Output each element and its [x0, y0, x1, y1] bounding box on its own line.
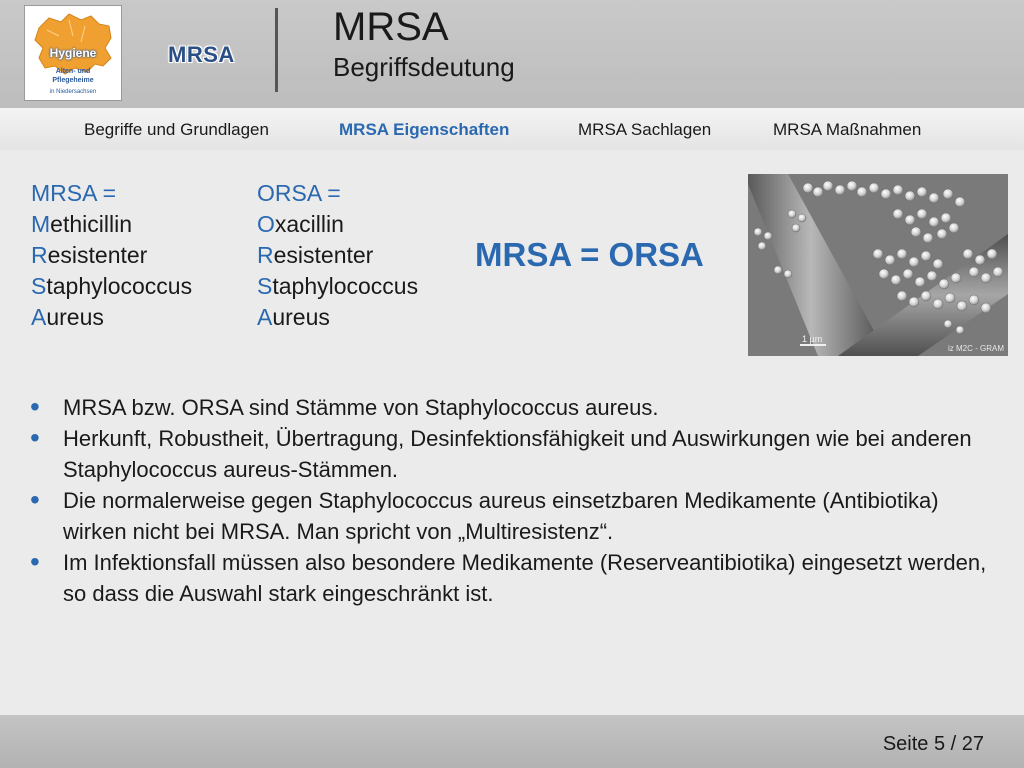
nav-item-begriffe[interactable]: Begriffe und Grundlagen [84, 120, 269, 139]
acronym-rest: ureus [272, 304, 330, 330]
bacteria-micrograph-icon [748, 174, 1008, 356]
page-number: Seite 5 / 27 [882, 733, 984, 755]
bullet-text: Herkunft, Robustheit, Übertragung, Desinfektionsfähigkeit und Auswirkungen wie bei anderen Staphylococcus aureus-Stämmen. [63, 426, 972, 482]
acronym-initial: S [257, 273, 273, 299]
acronym-line [31, 271, 192, 302]
hygiene-logo[interactable] [24, 5, 122, 101]
acronym-line [257, 209, 418, 240]
photo-credit: iz M2C - GRAM [948, 344, 1004, 353]
mrsa-definition [31, 178, 192, 333]
acronym-rest: esistenter [273, 242, 374, 268]
section-nav [0, 108, 1024, 150]
mrsa-definition-heading: MRSA = [31, 180, 117, 206]
page-subtitle: Begriffsdeutung [333, 52, 515, 82]
header-bar [0, 0, 1024, 108]
acronym-initial: O [257, 211, 275, 237]
nav-item-massnahmen[interactable]: MRSA Maßnahmen [773, 120, 922, 139]
acronym-rest: xacillin [274, 211, 344, 237]
list-item [30, 547, 990, 609]
acronym-initial: S [31, 273, 47, 299]
acronym-line [31, 302, 192, 333]
acronym-initial: A [31, 304, 47, 330]
micrograph-image [748, 174, 1008, 356]
acronym-initial: R [31, 242, 48, 268]
acronym-rest: taphylococcus [272, 273, 419, 299]
bullet-text: Die normalerweise gegen Staphylococcus aureus einsetzbaren Medikamente (Antibiotika) wirken nicht bei MRSA. Man spricht von „Multiresistenz“. [63, 488, 939, 544]
logo-line-1: Alten- und [55, 68, 91, 75]
list-item [30, 392, 990, 423]
acronym-initial: R [257, 242, 274, 268]
acronym-rest: ureus [46, 304, 104, 330]
acronym-rest: taphylococcus [46, 273, 193, 299]
bullet-list [30, 392, 990, 609]
list-item [30, 423, 990, 485]
logo-line-2: Pflegeheime [52, 77, 94, 84]
header-divider [275, 8, 278, 92]
bullet-text: MRSA bzw. ORSA sind Stämme von Staphylococcus aureus. [63, 395, 659, 420]
acronym-rest: ethicillin [50, 211, 132, 237]
scale-bar-label: 1 µm [802, 334, 823, 344]
acronym-line [257, 240, 418, 271]
bullet-icon: • [30, 422, 40, 453]
mrsa-badge: MRSA [168, 42, 235, 67]
acronym-line [257, 302, 418, 333]
page-title: MRSA [333, 5, 449, 49]
bullet-icon: • [30, 484, 40, 515]
bullet-icon: • [30, 546, 40, 577]
bullet-icon: • [30, 391, 40, 422]
acronym-initial: M [31, 211, 51, 237]
acronym-rest: esistenter [47, 242, 148, 268]
nav-item-eigenschaften[interactable]: MRSA Eigenschaften [339, 120, 510, 139]
acronym-line [31, 240, 192, 271]
logo-line-3: in Niedersachsen [49, 89, 97, 95]
nav-item-sachlagen[interactable]: MRSA Sachlagen [578, 120, 712, 139]
mrsa-orsa-equation: MRSA = ORSA [475, 236, 704, 273]
logo-title: Hygiene [49, 46, 97, 60]
orsa-definition [257, 178, 418, 333]
acronym-line [257, 271, 418, 302]
acronym-initial: A [257, 304, 273, 330]
footer-bar [0, 715, 1024, 768]
acronym-line [31, 209, 192, 240]
bullet-text: Im Infektionsfall müssen also besondere Medikamente (Reserveantibiotika) eingesetzt werden, so dass die Auswahl stark eingeschränkt ist. [63, 550, 987, 606]
list-item [30, 485, 990, 547]
orsa-definition-heading: ORSA = [257, 180, 341, 206]
